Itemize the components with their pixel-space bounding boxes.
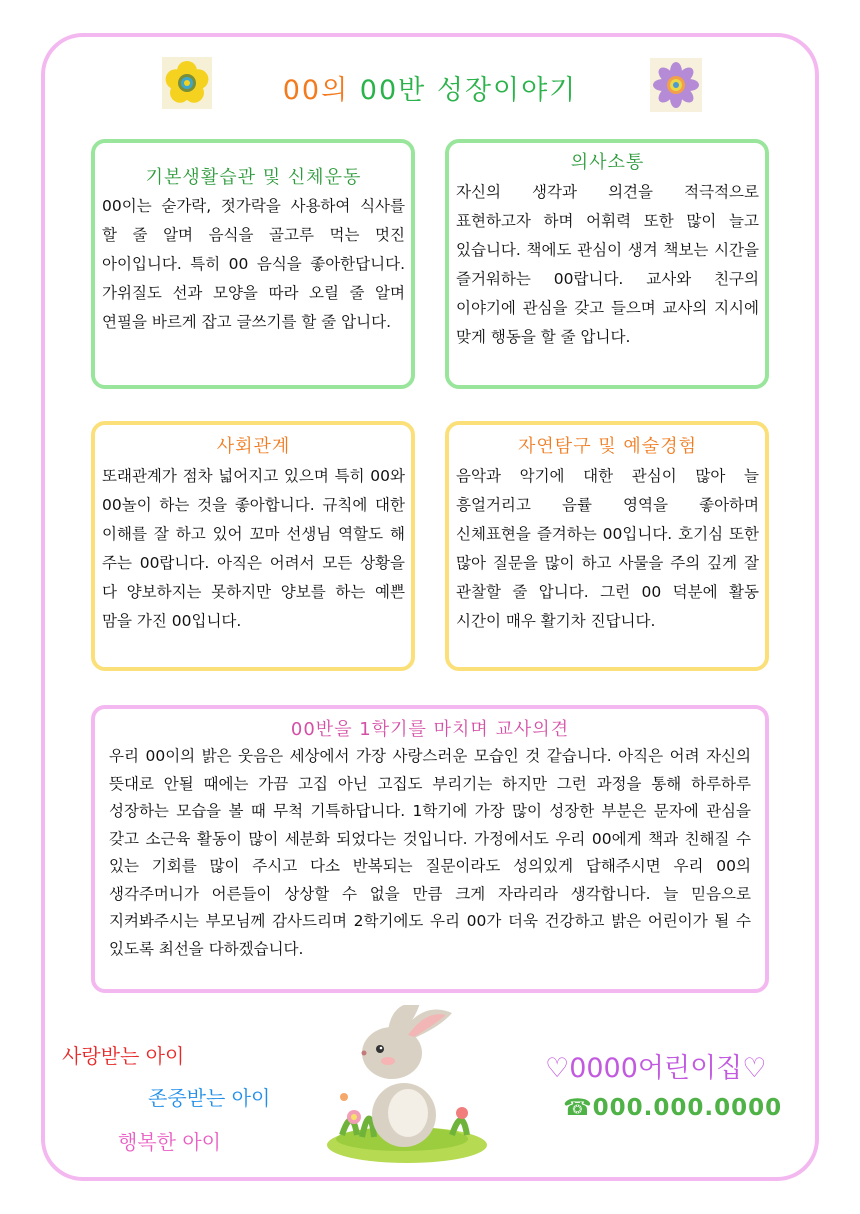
slogan-loved: 사랑받는 아이 bbox=[62, 1044, 185, 1068]
section-communication bbox=[445, 139, 769, 389]
section-body: 우리 00이의 밝은 웃음은 세상에서 가장 사랑스러운 모습인 것 같습니다. 아직은 어려 자신의 뜻대로 안될 때에는 가끔 고집 아닌 고집도 부리기는 하지만 그런 과정을 통해 하루하루 성장하는 모습을 볼 때 무척 기특하답니다. 1학기에 가장 많이 성장한 부분은 문자에 관심을 갖고 소근육 활동이 많이 세분화 되었다는 것입니다. 가정에서도 우리 00에게 책과 친해질 수 있는 기회를 많이 주시고 다소 반복되는 질문이라도 성의있게 답해주시면 우리 00의 생각주머니가 어른들이 상상할 수 없을 만큼 크게 자라리라 생각합니다. 늘 믿음으로 지켜봐주시는 부모님께 감사드리며 2학기에도 우리 00가 더욱 건강하고 밝은 어린이가 될 수 있도록 최선을 다하겠습니다. bbox=[109, 747, 751, 958]
title-name: 00의 bbox=[282, 75, 350, 106]
section-body: 또래관계가 점차 넓어지고 있으며 특히 00와 00놀이 하는 것을 좋아합니다. 규칙에 대한 이해를 잘 하고 있어 꼬마 선생님 역할도 해 주는 00랍니다. 아직은 어려서 모든 상황을 다 양보하지는 못하지만 양보를 하는 예쁜 맘을 가진 00입니다. bbox=[102, 467, 405, 630]
section-basic-habits bbox=[91, 139, 415, 389]
section-heading: 의사소통 bbox=[570, 152, 645, 173]
section-heading: 기본생활습관 및 신체운동 bbox=[145, 167, 362, 188]
section-body: 00이는 숟가락, 젓가락을 사용하여 식사를 할 줄 알며 음식을 골고루 먹는 멋진 아이입니다. 특히 00 음식을 좋아한답니다. 가위질도 선과 모양을 따라 오릴 줄 알며 연필을 바르게 잡고 글쓰기를 할 줄 압니다. bbox=[102, 197, 405, 331]
section-nature-art bbox=[445, 421, 769, 671]
section-heading: 00반을 1학기를 마치며 교사의견 bbox=[290, 719, 570, 740]
section-body: 자신의 생각과 의견을 적극적으로 표현하고자 하며 어휘력 또한 많이 늘고 있습니다. 책에도 관심이 생겨 책보는 시간을 즐거워하는 00랍니다. 교사와 친구의 이야기에 관심을 갖고 들으며 교사의 지시에 맞게 행동을 할 줄 압니다. bbox=[456, 183, 759, 346]
section-body: 음악과 악기에 대한 관심이 많아 늘 흥얼거리고 음률 영역을 좋아하며 신체표현을 즐겨하는 00입니다. 호기심 또한 많아 질문을 많이 하고 사물을 주의 깊게 잘 관찰할 줄 압니다. 그런 00 덕분에 활동 시간이 매우 활기차 진답니다. bbox=[456, 467, 759, 630]
rabbit-illustration bbox=[322, 1005, 492, 1165]
phone-number: ☎000.000.0000 bbox=[563, 1095, 783, 1121]
section-heading: 자연탐구 및 예술경험 bbox=[518, 436, 697, 457]
kindergarten-name: ♡0000어린이집♡ bbox=[545, 1053, 767, 1084]
section-teacher-opinion bbox=[91, 705, 769, 993]
title-class: 00반 성장이야기 bbox=[359, 75, 578, 106]
slogan-respected: 존중받는 아이 bbox=[148, 1086, 271, 1110]
section-heading: 사회관계 bbox=[216, 436, 291, 457]
slogan-happy: 행복한 아이 bbox=[118, 1130, 221, 1154]
section-social bbox=[91, 421, 415, 671]
page-title bbox=[230, 68, 630, 107]
purple-flower-icon bbox=[650, 58, 702, 112]
yellow-flower-icon bbox=[162, 57, 212, 109]
